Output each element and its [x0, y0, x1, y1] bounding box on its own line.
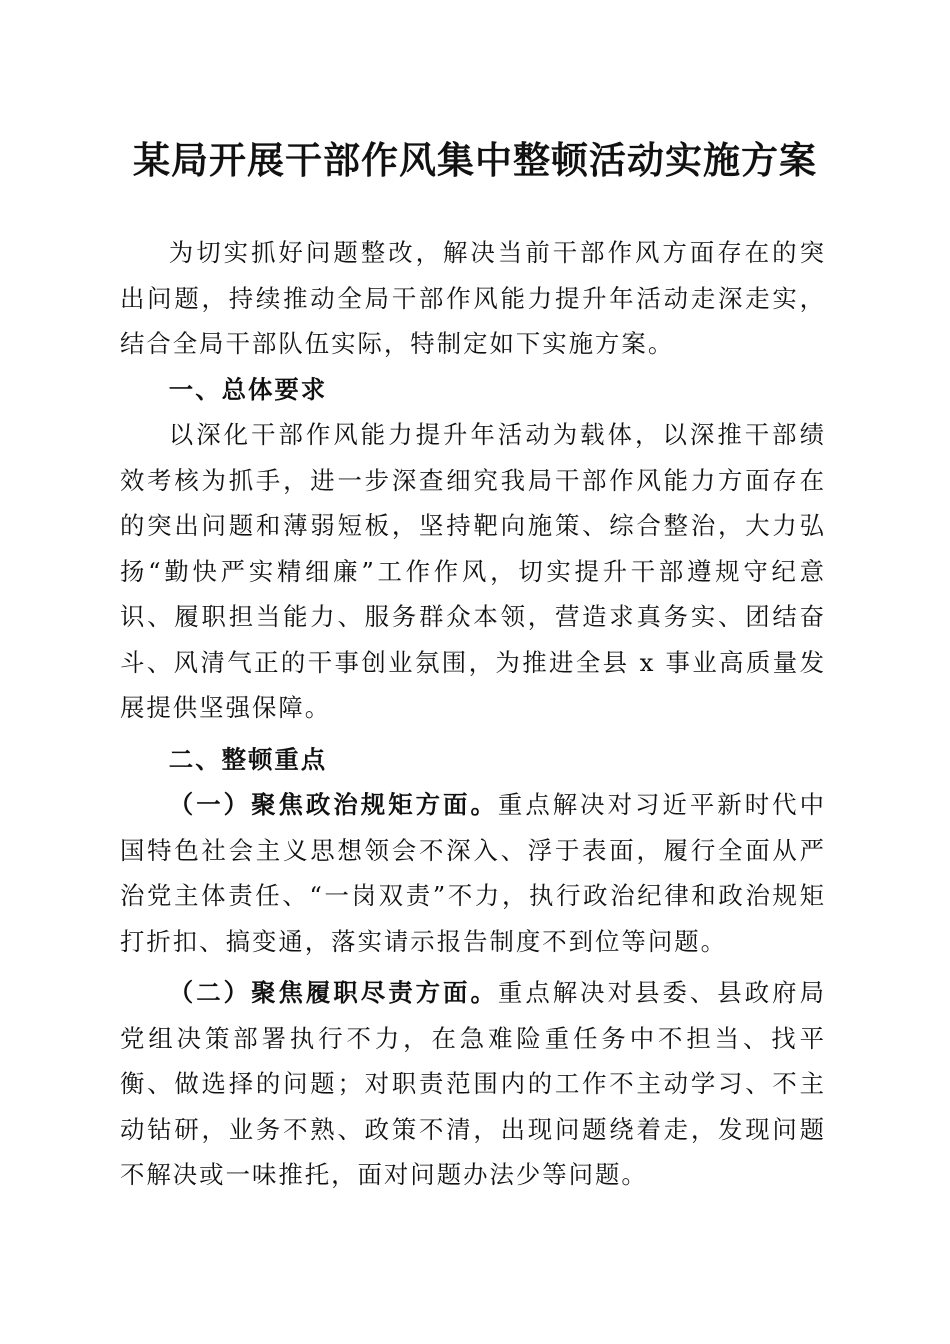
section-heading-general-requirements: 一、总体要求 — [168, 374, 328, 404]
document-title: 某局开展干部作风集中整顿活动实施方案 — [133, 138, 817, 182]
focus-item-political-rules — [120, 782, 826, 964]
intro-paragraph: 为切实抓好问题整改，解决当前干部作风方面存在的突出问题，持续推动全局干部作风能力提升年活动走深走实，结合全局干部队伍实际，特制定如下实施方案。 — [120, 238, 826, 358]
focus-item-text: 重点解决对习近平新时代中国特色社会主义思想领会不深入、浮于表面，履行全面从严治党主体责任、“一岗双责”不力，执行政治纪律和政治规矩打折扣、搞变通，落实请示报告制度不到位等问题。 — [120, 790, 826, 956]
section-heading-rectification-focus: 二、整顿重点 — [168, 744, 328, 774]
focus-item-lead: （二）聚焦履职尽责方面。 — [168, 978, 498, 1007]
focus-item-text: 重点解决对县委、县政府局党组决策部署执行不力，在急难险重任务中不担当、找平衡、做选择的问题；对职责范围内的工作不主动学习、不主动钻研，业务不熟、政策不清，出现问题绕着走，发现问题不解决或一味推托，面对问题办法少等问题。 — [120, 978, 826, 1189]
focus-item-duty-performance — [120, 970, 826, 1198]
focus-item-lead: （一）聚焦政治规矩方面。 — [168, 790, 498, 819]
document-body — [120, 230, 826, 1198]
general-requirements-paragraph: 以深化干部作风能力提升年活动为载体，以深推干部绩效考核为抓手，进一步深查细究我局干部作风能力方面存在的突出问题和薄弱短板，坚持靶向施策、综合整治，大力弘扬“勤快严实精细廉”工作作风，切实提升干部遵规守纪意识、履职担当能力、服务群众本领，营造求真务实、团结奋斗、风清气正的干事创业氛围，为推进全县 x 事业高质量发展提供坚强保障。 — [120, 420, 826, 722]
